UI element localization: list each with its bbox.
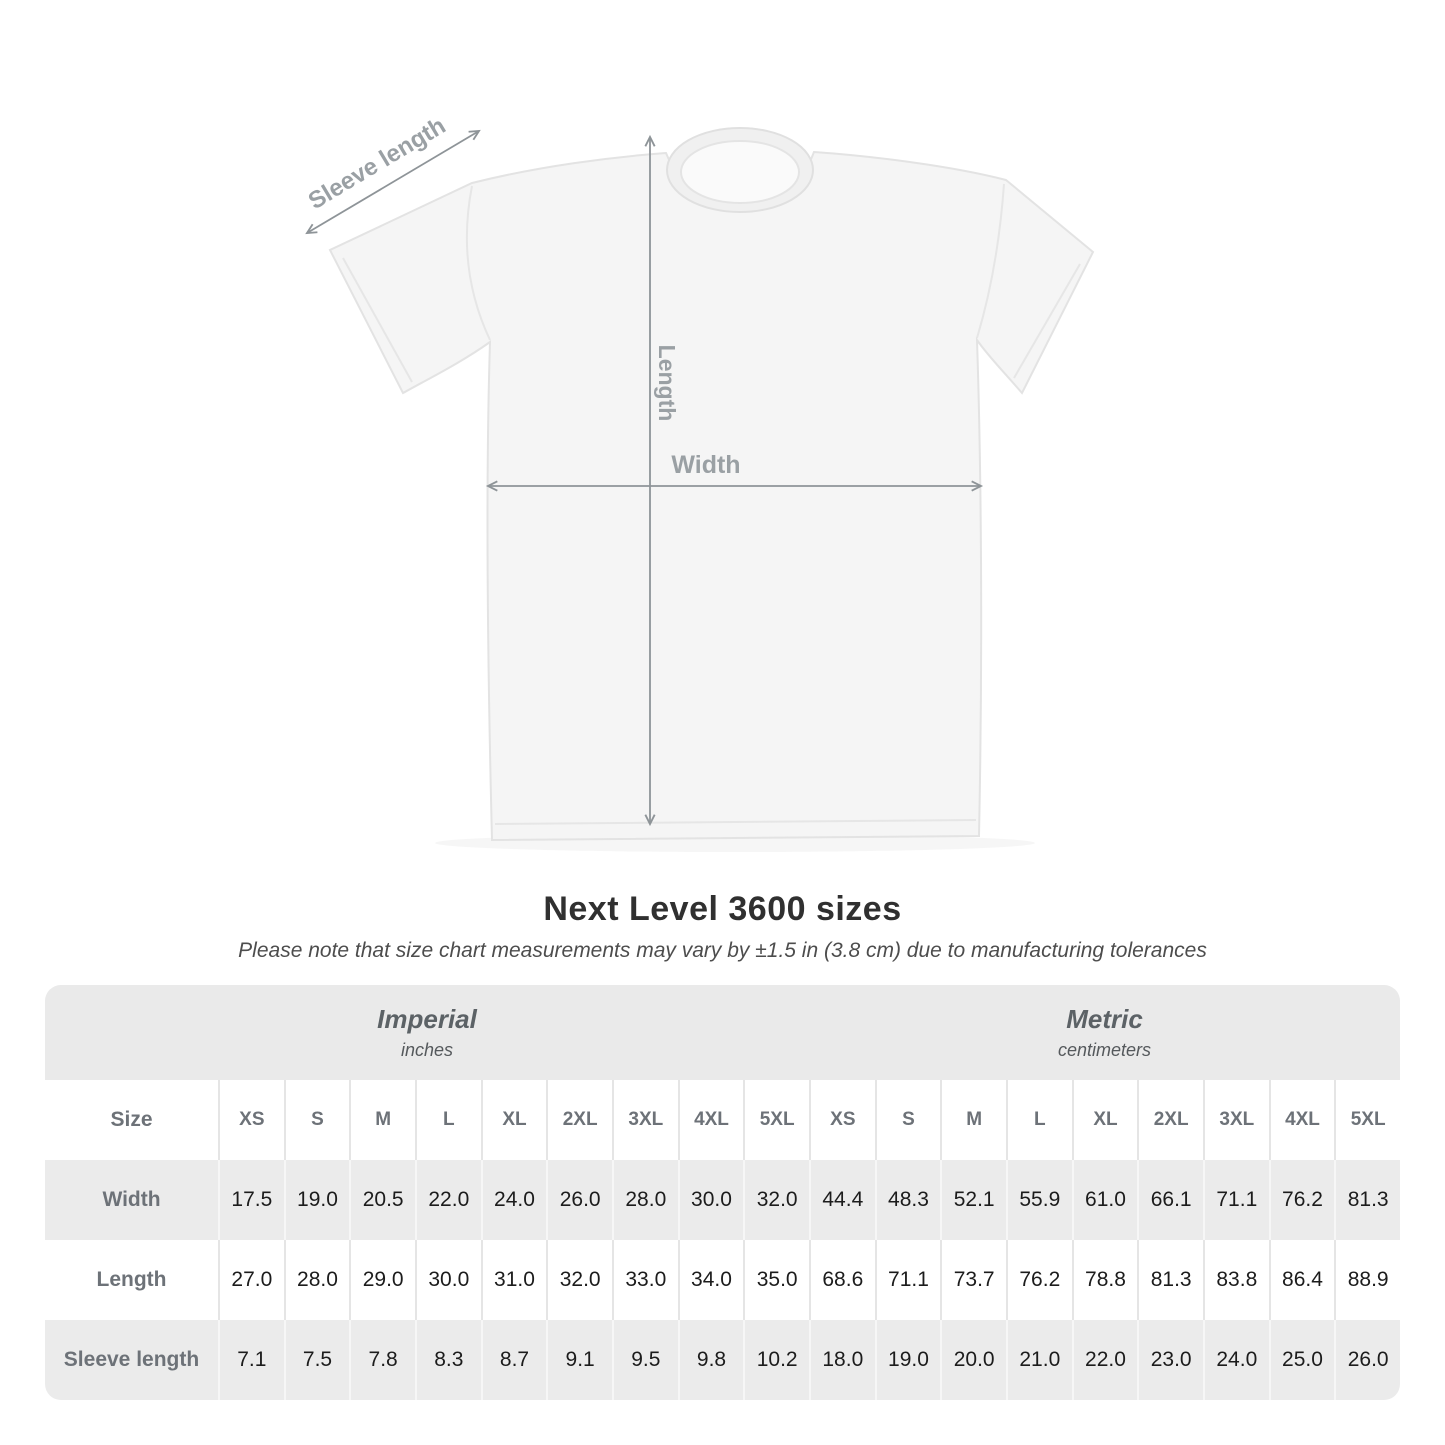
unit-group-band	[45, 985, 1400, 1080]
width-label: Width	[671, 451, 741, 479]
measurement-cell: 25.0	[1269, 1320, 1335, 1400]
measurement-cell: 32.0	[546, 1240, 612, 1320]
measurement-cell: 35.0	[743, 1240, 809, 1320]
measurement-cell: 28.0	[284, 1240, 350, 1320]
measurement-cell: 48.3	[875, 1160, 941, 1240]
measurement-cell: 73.7	[940, 1240, 1006, 1320]
measurement-cell: 81.3	[1137, 1240, 1203, 1320]
measurement-cell: 76.2	[1269, 1160, 1335, 1240]
measurement-cell: 86.4	[1269, 1240, 1335, 1320]
measurement-cell: 8.7	[481, 1320, 547, 1400]
size-col-header: L	[1006, 1080, 1072, 1160]
measurement-cell: 34.0	[678, 1240, 744, 1320]
metric-label: Metric	[1066, 1004, 1143, 1034]
measurement-cell: 24.0	[1203, 1320, 1269, 1400]
size-col-header: 3XL	[1203, 1080, 1269, 1160]
measurement-cell: 30.0	[678, 1160, 744, 1240]
measurement-cell: 20.0	[940, 1320, 1006, 1400]
imperial-group-header	[45, 985, 809, 1080]
measurement-cell: 52.1	[940, 1160, 1006, 1240]
size-col-header: M	[349, 1080, 415, 1160]
measurement-cell: 27.0	[218, 1240, 284, 1320]
page-title: Next Level 3600 sizes	[543, 890, 902, 928]
measurement-cell: 20.5	[349, 1160, 415, 1240]
imperial-label: Imperial	[377, 1004, 477, 1034]
measurement-cell: 9.5	[612, 1320, 678, 1400]
size-col-header: M	[940, 1080, 1006, 1160]
tshirt-body	[330, 152, 1093, 840]
metric-unit: centimeters	[1057, 1040, 1152, 1060]
measurement-cell: 68.6	[809, 1240, 875, 1320]
measurement-cell: 26.0	[1334, 1320, 1400, 1400]
size-header-row	[45, 1080, 1400, 1160]
length-row-label: Length	[96, 1268, 167, 1291]
measurement-cell: 24.0	[481, 1160, 547, 1240]
measurement-cell: 9.8	[678, 1320, 744, 1400]
sleeve-length-row	[45, 1320, 1400, 1400]
size-col-header: S	[875, 1080, 941, 1160]
collar-inner	[681, 141, 799, 203]
measurement-cell: 29.0	[349, 1240, 415, 1320]
measurement-cell: 8.3	[415, 1320, 481, 1400]
measurement-cell: 44.4	[809, 1160, 875, 1240]
measurement-cell: 17.5	[218, 1160, 284, 1240]
size-col-header: XL	[481, 1080, 547, 1160]
measurement-cell: 88.9	[1334, 1240, 1400, 1320]
size-col-header: 5XL	[743, 1080, 809, 1160]
measurement-cell: 18.0	[809, 1320, 875, 1400]
metric-group-header	[809, 985, 1400, 1080]
width-row-label: Width	[102, 1188, 161, 1211]
measurement-cell: 9.1	[546, 1320, 612, 1400]
length-row	[45, 1240, 1400, 1320]
measurement-cell: 31.0	[481, 1240, 547, 1320]
measurement-cell: 78.8	[1072, 1240, 1138, 1320]
size-col-header: S	[284, 1080, 350, 1160]
measurement-cell: 23.0	[1137, 1320, 1203, 1400]
measurement-cell: 61.0	[1072, 1160, 1138, 1240]
measurement-cell: 55.9	[1006, 1160, 1072, 1240]
measurement-cell: 30.0	[415, 1240, 481, 1320]
size-col-header: 5XL	[1334, 1080, 1400, 1160]
measurement-cell: 83.8	[1203, 1240, 1269, 1320]
size-col-header: 2XL	[546, 1080, 612, 1160]
size-col-header: XL	[1072, 1080, 1138, 1160]
length-label: Length	[654, 344, 680, 422]
measurement-cell: 33.0	[612, 1240, 678, 1320]
size-col-header: 4XL	[1269, 1080, 1335, 1160]
measurement-cell: 22.0	[415, 1160, 481, 1240]
measurement-cell: 19.0	[284, 1160, 350, 1240]
measurement-cell: 10.2	[743, 1320, 809, 1400]
measurement-cell: 26.0	[546, 1160, 612, 1240]
measurement-cell: 22.0	[1072, 1320, 1138, 1400]
imperial-unit: inches	[400, 1040, 454, 1060]
tolerance-note: Please note that size chart measurements may vary by ±1.5 in (3.8 cm) due to manufacturing tolerances	[238, 939, 1207, 962]
size-corner-label: Size	[110, 1108, 153, 1131]
measurement-cell: 66.1	[1137, 1160, 1203, 1240]
measurement-cell: 71.1	[875, 1240, 941, 1320]
measurement-cell: 81.3	[1334, 1160, 1400, 1240]
sleeve-length-row-label: Sleeve length	[63, 1348, 200, 1371]
measurement-cell: 7.5	[284, 1320, 350, 1400]
size-col-header: 4XL	[678, 1080, 744, 1160]
sleeve-length-label: Sleeve length	[303, 112, 451, 215]
size-col-header: L	[415, 1080, 481, 1160]
size-col-header: 3XL	[612, 1080, 678, 1160]
measurement-cell: 32.0	[743, 1160, 809, 1240]
measurement-cell: 7.8	[349, 1320, 415, 1400]
measurement-cell: 76.2	[1006, 1240, 1072, 1320]
measurement-cell: 71.1	[1203, 1160, 1269, 1240]
size-col-header: XS	[218, 1080, 284, 1160]
measurement-cell: 19.0	[875, 1320, 941, 1400]
size-col-header: 2XL	[1137, 1080, 1203, 1160]
measurement-cell: 21.0	[1006, 1320, 1072, 1400]
measurement-cell: 28.0	[612, 1160, 678, 1240]
size-col-header: XS	[809, 1080, 875, 1160]
measurement-cell: 7.1	[218, 1320, 284, 1400]
size-table	[45, 985, 1400, 1400]
width-row	[45, 1160, 1400, 1240]
